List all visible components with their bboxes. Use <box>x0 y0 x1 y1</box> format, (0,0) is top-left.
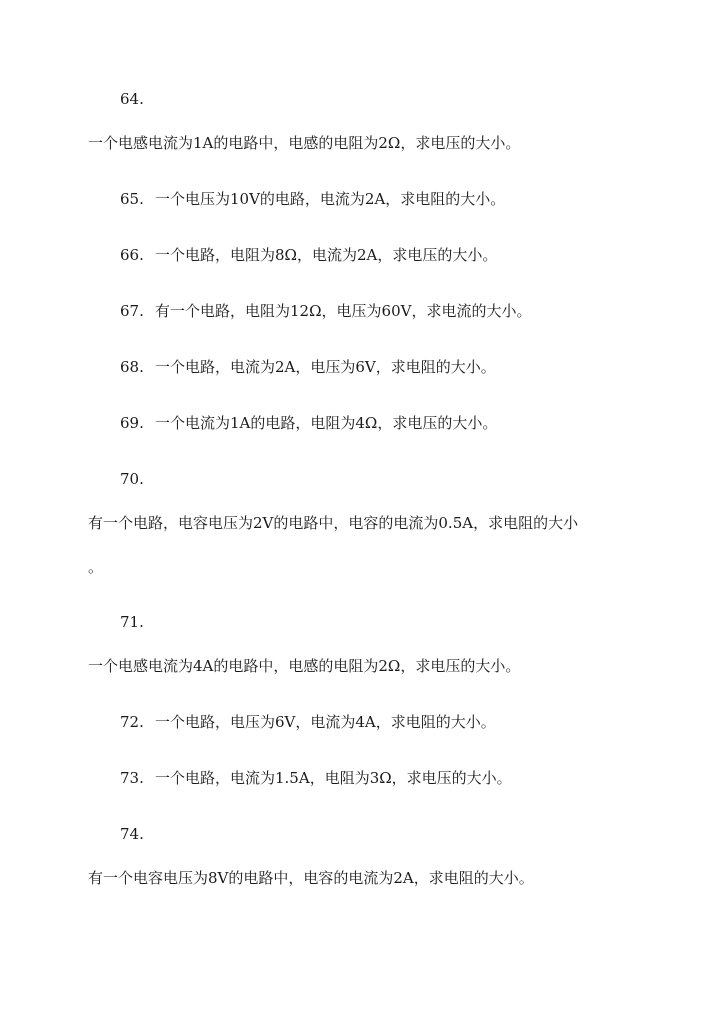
problem-74-number: 74. <box>120 825 144 843</box>
problem-72-number: 72. <box>120 713 144 731</box>
problem-71-number: 71. <box>120 613 144 631</box>
problem-67-number: 67. <box>120 302 144 320</box>
problem-70-text-continuation: 。 <box>88 558 104 576</box>
problem-64-number: 64. <box>120 90 144 108</box>
problem-72-text: 一个电路，电压为6V，电流为4A，求电阻的大小。 <box>155 713 496 731</box>
problem-70-number: 70. <box>120 470 144 488</box>
problem-73-text: 一个电路，电流为1.5A，电阻为3Ω，求电压的大小。 <box>155 769 512 787</box>
problem-68-text: 一个电路，电流为2A，电压为6V，求电阻的大小。 <box>155 358 496 376</box>
problem-64-text: 一个电感电流为1A的电路中，电感的电阻为2Ω，求电压的大小。 <box>88 134 521 152</box>
problem-66-number: 66. <box>120 246 144 264</box>
problem-68-number: 68. <box>120 358 144 376</box>
problem-70-text: 有一个电路，电容电压为2V的电路中，电容的电流为0.5A，求电阻的大小 <box>88 514 579 532</box>
problem-69-text: 一个电流为1A的电路，电阻为4Ω，求电压的大小。 <box>155 414 498 432</box>
problem-73-number: 73. <box>120 769 144 787</box>
problem-65-text: 一个电压为10V的电路，电流为2A，求电阻的大小。 <box>155 190 506 208</box>
problem-66-text: 一个电路，电阻为8Ω，电流为2A，求电压的大小。 <box>155 246 498 264</box>
problem-65-number: 65. <box>120 190 144 208</box>
problem-71-text: 一个电感电流为4A的电路中，电感的电阻为2Ω，求电压的大小。 <box>88 657 521 675</box>
problem-67-text: 有一个电路，电阻为12Ω，电压为60V，求电流的大小。 <box>155 302 532 320</box>
problem-74-text: 有一个电容电压为8V的电路中，电容的电流为2A，求电阻的大小。 <box>88 869 534 887</box>
problem-69-number: 69. <box>120 414 144 432</box>
